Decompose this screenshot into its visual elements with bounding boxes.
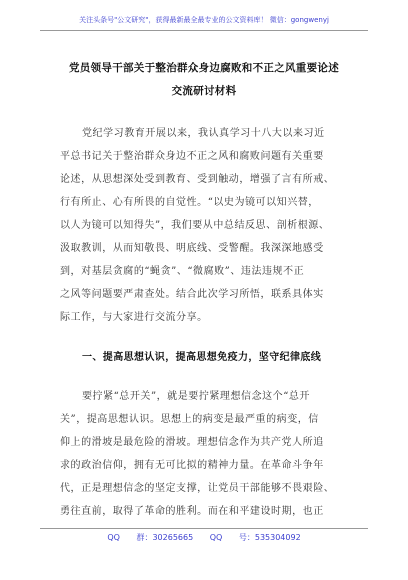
- document-title: 党员领导干部关于整治群众身边腐败和不正之风重要论述: [69, 62, 339, 74]
- paragraph-line: 之风等问题要严肃查处。结合此次学习所悟，联系具体实: [60, 289, 324, 300]
- header-banner: 关注头条号"公文研究"，获得最新最全最专业的公文资料库！ 微信：gongwenyj: [79, 16, 329, 24]
- paragraph-line: 要拧紧“总开关”，就是要拧紧理想信念这个“总开: [82, 391, 310, 402]
- paragraph-line: 党纪学习教育开展以来，我认真学习十八大以来习近: [82, 128, 325, 139]
- footer-contact: QQ 群：30265665 QQ 号：535304092: [107, 533, 301, 542]
- paragraph-line: 际工作，与大家进行交流分享。: [60, 312, 208, 323]
- paragraph-line: 仰上的滑坡是最危险的滑坡。理想信念作为共产党人所追: [60, 437, 324, 448]
- paragraph-line: 以人为镜可以知得失”，我们要从中总结反思、剖析根源、: [60, 220, 330, 231]
- paragraph-line: 勇往直前，取得了革命的胜利。而在和平建设时期，也正: [60, 506, 324, 517]
- paragraph-line: 平总书记关于整治群众身边不正之风和腐败问题有关重要: [60, 151, 324, 162]
- paragraph-line: 到，对基层贪腐的“蝇贪”、“微腐败”、违法违规不正: [60, 266, 305, 277]
- paragraph-line: 行有所止、心有所畏的自觉性。“以史为镜可以知兴替，: [60, 197, 319, 208]
- paragraph-line: 关”，提高思想认识。思想上的病变是最严重的病变，信: [60, 414, 319, 425]
- paragraph-line: 论述，从思想深处受到教育、受到触动，增强了言有所戒、: [60, 174, 335, 185]
- paragraph-line: 代，正是理想信念的坚定支撑，让党员干部能够不畏艰险、: [60, 483, 335, 494]
- header-divider: [40, 30, 368, 31]
- section-heading: 一、提高思想认识，提高思想免疫力，坚守纪律底线: [82, 352, 322, 363]
- footer-divider: [40, 528, 368, 529]
- paragraph-line: 汲取教训，从而知敬畏、明底线、受警醒。我深深地感受: [60, 243, 324, 254]
- document-subtitle: 交流研讨材料: [171, 85, 237, 97]
- paragraph-line: 求的政治信仰，拥有无可比拟的精神力量。在革命斗争年: [60, 460, 324, 471]
